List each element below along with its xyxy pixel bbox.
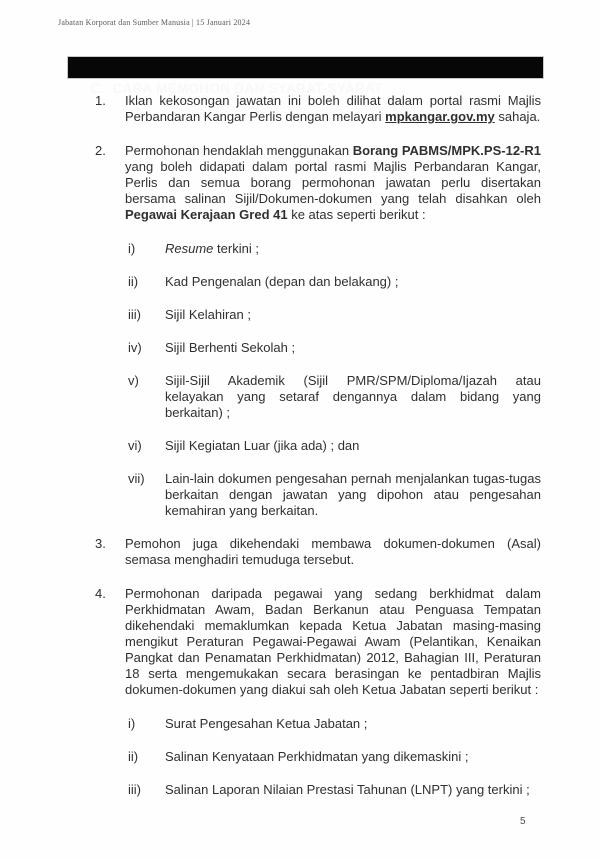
item-text [165, 307, 541, 323]
item-text [165, 716, 541, 732]
item-marker: 4. [95, 586, 106, 601]
text-segment: Lain-lain dokumen pengesahan pernah menjalankan tugas-tugas berkaitan dengan jawatan yang dipohon atau pengesahan kemahiran yang berkaitan. [165, 471, 541, 518]
sub-item [128, 749, 541, 765]
document-header-meta: Jabatan Korporat dan Sumber Manusia | 15 Januari 2024 [58, 18, 251, 27]
text-segment: sahaja. [494, 109, 541, 124]
item-text [165, 373, 541, 421]
text-segment: Surat Pengesahan Ketua Jabatan ; [165, 716, 368, 731]
text-segment: yang boleh didapati dalam portal rasmi Majlis Perbandaran Kangar, Perlis dan semua borang permohonan jawatan perlu disertakan bersama salinan Sijil/Dokumen-dokumen yang telah disahkan oleh [125, 159, 541, 206]
item-text [165, 471, 541, 519]
item-marker: i) [128, 241, 136, 256]
website-url: mpkangar.gov.my [385, 109, 495, 124]
page-number: 5 [520, 816, 526, 827]
item-marker: v) [128, 373, 139, 388]
section-title: C. CARA MEMOHON DAN SYARAT-SYARAT [90, 81, 383, 96]
text-segment: Pemohon juga dikehendaki membawa dokumen-dokumen (Asal) semasa menghadiri temuduga tersebut. [125, 536, 541, 567]
item-text [165, 241, 541, 257]
item-marker: iv) [128, 340, 142, 355]
numbered-item [95, 536, 541, 568]
text-segment: Iklan kekosongan jawatan ini boleh dilihat dalam portal rasmi Majlis Perbandaran Kangar Perlis dengan melayari [125, 93, 541, 124]
item-text [125, 93, 541, 125]
sub-item [128, 373, 541, 421]
sub-item [128, 274, 541, 290]
sub-item [128, 782, 541, 798]
sub-item [128, 340, 541, 356]
officer-grade: Pegawai Kerajaan Gred 41 [125, 207, 288, 222]
sub-item [128, 241, 541, 257]
item-text [125, 143, 541, 223]
item-marker: 1. [95, 93, 106, 108]
text-segment: Sijil Berhenti Sekolah ; [165, 340, 296, 355]
item-marker: 3. [95, 536, 106, 551]
item-text [165, 340, 541, 356]
item-text [125, 536, 541, 568]
item-text [165, 782, 541, 798]
text-segment: Permohonan hendaklah menggunakan [125, 143, 353, 158]
numbered-item [95, 586, 541, 698]
item-marker: ii) [128, 274, 139, 289]
document-body [0, 93, 600, 815]
item-marker: ii) [128, 749, 139, 764]
sub-item [128, 471, 541, 519]
text-segment: ke atas seperti berikut : [287, 207, 426, 222]
item-text [165, 749, 541, 765]
item-text [165, 274, 541, 290]
text-segment: Sijil Kelahiran ; [165, 307, 251, 322]
item-text [125, 586, 541, 698]
numbered-item [95, 143, 541, 223]
item-marker: i) [128, 716, 136, 731]
sub-item [128, 307, 541, 323]
text-segment: Salinan Kenyataan Perkhidmatan yang dikemaskini ; [165, 749, 469, 764]
text-segment: terkini ; [213, 241, 259, 256]
text-segment: Sijil Kegiatan Luar (jika ada) ; dan [165, 438, 360, 453]
text-segment: Sijil-Sijil Akademik (Sijil PMR/SPM/Diploma/Ijazah atau kelayakan yang setaraf dengannya dalam bidang yang berkaitan) ; [165, 373, 541, 420]
text-segment: Kad Pengenalan (depan dan belakang) ; [165, 274, 399, 289]
numbered-item [95, 93, 541, 125]
text-segment: Salinan Laporan Nilaian Prestasi Tahunan (LNPT) yang terkini ; [165, 782, 530, 797]
section-title-banner [68, 57, 543, 96]
sub-item [128, 438, 541, 454]
text-segment: Permohonan daripada pegawai yang sedang berkhidmat dalam Perkhidmatan Awam, Badan Berkanun atau Penguasa Tempatan dikehendaki memaklumkan kepada Ketua Jabatan masing-masing mengikut Peraturan Pegawai-Pegawai Awam (Pelantikan, Kenaikan Pangkat dan Penamatan Perkhidmatan) 2012, Bahagian III, Peraturan 18 serta mengemukakan secara berasingan ke pentadbiran Majlis dokumen-dokumen yang diakui sah oleh Ketua Jabatan seperti berikut : [125, 586, 541, 697]
item-marker: vi) [128, 438, 142, 453]
item-marker: 2. [95, 143, 106, 158]
item-marker: iii) [128, 307, 141, 322]
form-code: Borang PABMS/MPK.PS-12-R1 [352, 143, 541, 158]
item-marker: vii) [128, 471, 145, 486]
text-segment: Resume [165, 241, 214, 256]
item-marker: iii) [128, 782, 141, 797]
sub-item [128, 716, 541, 732]
item-text [165, 438, 541, 454]
